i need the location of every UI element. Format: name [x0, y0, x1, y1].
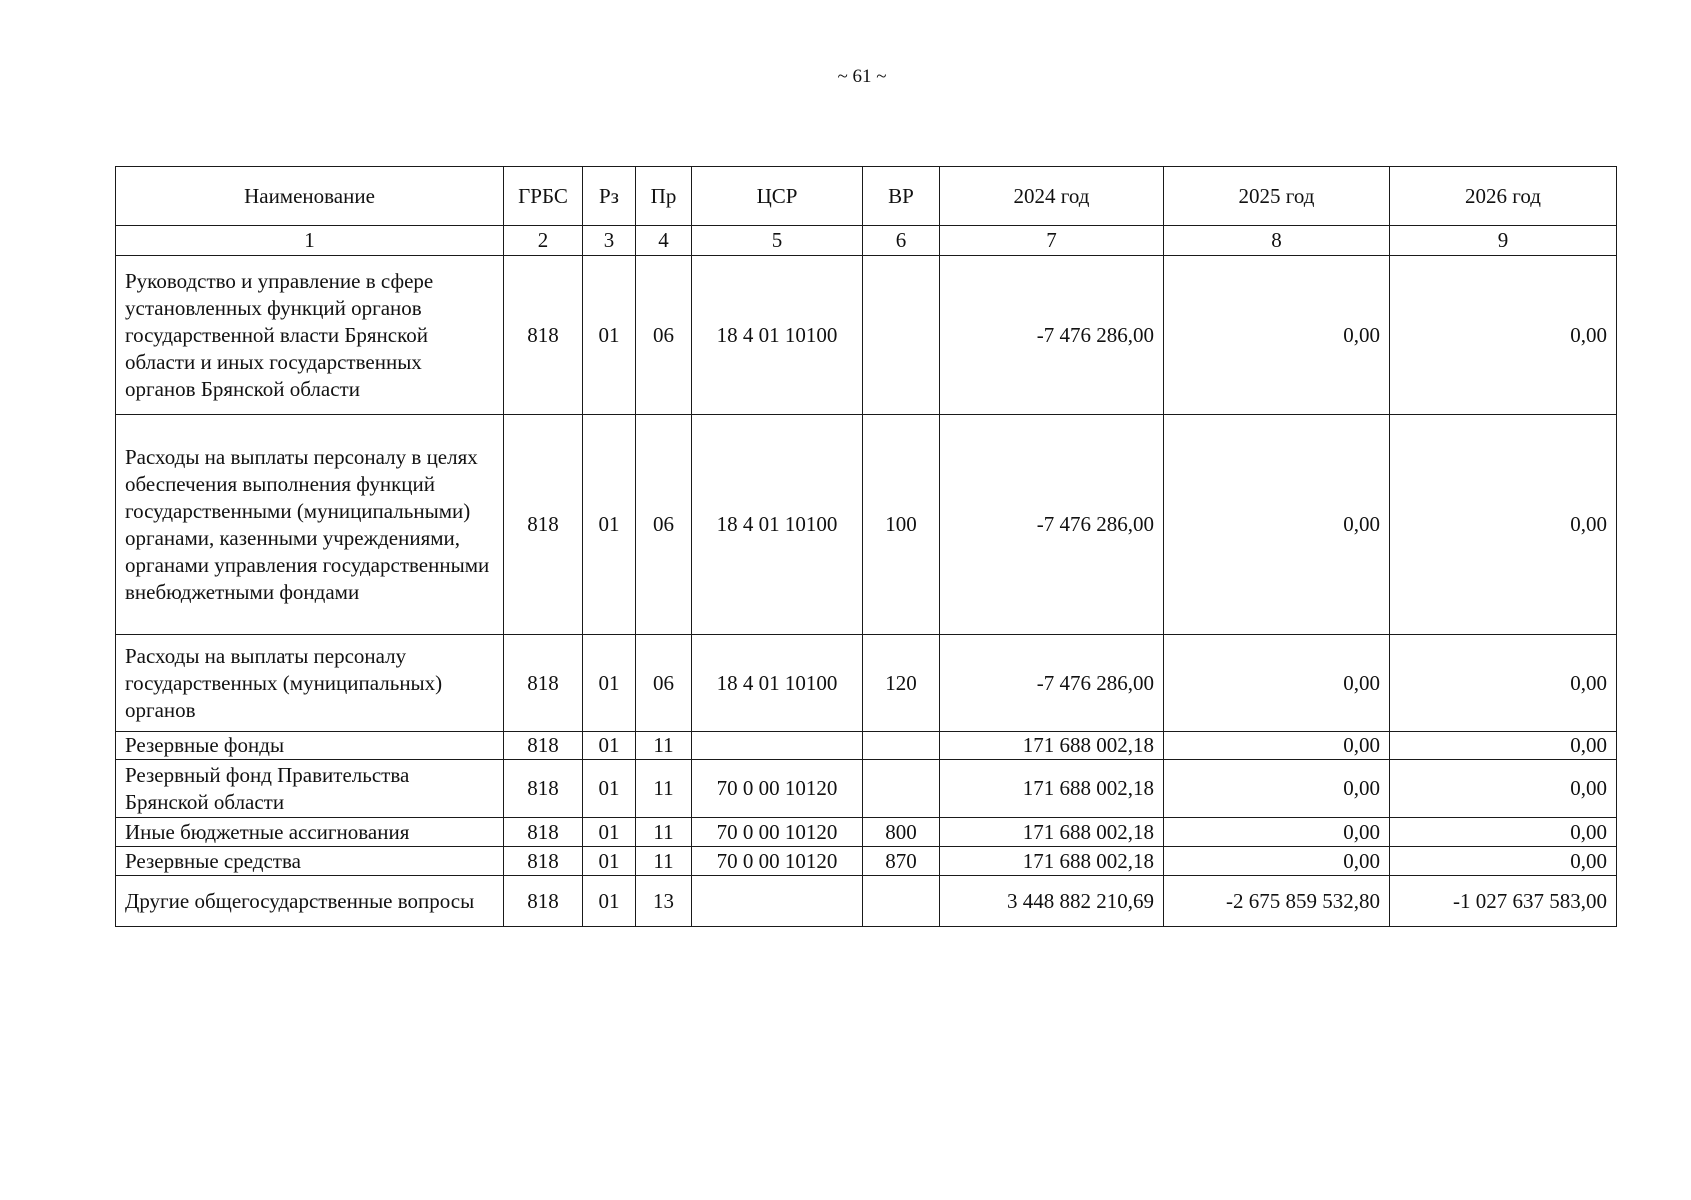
row-amount-2025: -2 675 859 532,80 — [1164, 876, 1390, 927]
row-name: Другие общегосударственные вопросы — [116, 876, 504, 927]
row-amount-2025: 0,00 — [1164, 847, 1390, 876]
row-amount-2024: 3 448 882 210,69 — [940, 876, 1164, 927]
row-amount-2024: -7 476 286,00 — [940, 256, 1164, 415]
column-number: 6 — [863, 226, 940, 256]
row-csr: 18 4 01 10100 — [692, 256, 863, 415]
header-name: Наименование — [116, 167, 504, 226]
row-vr — [863, 760, 940, 818]
row-pr: 06 — [636, 415, 692, 635]
row-name: Резервные фонды — [116, 732, 504, 760]
row-grbs: 818 — [504, 818, 583, 847]
row-rz: 01 — [583, 760, 636, 818]
column-number: 3 — [583, 226, 636, 256]
row-name: Расходы на выплаты персоналу государственных (муниципальных) органов — [116, 635, 504, 732]
table-row — [116, 760, 1617, 818]
column-number: 2 — [504, 226, 583, 256]
row-grbs: 818 — [504, 732, 583, 760]
row-vr — [863, 876, 940, 927]
row-grbs: 818 — [504, 847, 583, 876]
header-2024: 2024 год — [940, 167, 1164, 226]
header-csr: ЦСР — [692, 167, 863, 226]
column-number: 5 — [692, 226, 863, 256]
row-name: Руководство и управление в сфере установленных функций органов государственной власти Брянской области и иных государственных органов Брянской области — [116, 256, 504, 415]
row-amount-2024: 171 688 002,18 — [940, 760, 1164, 818]
column-number: 9 — [1390, 226, 1617, 256]
row-amount-2024: 171 688 002,18 — [940, 847, 1164, 876]
row-amount-2024: 171 688 002,18 — [940, 732, 1164, 760]
row-amount-2026: -1 027 637 583,00 — [1390, 876, 1617, 927]
header-rz: Рз — [583, 167, 636, 226]
row-amount-2026: 0,00 — [1390, 818, 1617, 847]
row-csr: 70 0 00 10120 — [692, 847, 863, 876]
page-number: ~ 61 ~ — [837, 66, 887, 87]
row-name: Расходы на выплаты персоналу в целях обеспечения выполнения функций государственными (муниципальными) органами, казенными учреждениями, органами управления государственными внебюджетными фондами — [116, 415, 504, 635]
row-pr: 06 — [636, 256, 692, 415]
row-amount-2024: 171 688 002,18 — [940, 818, 1164, 847]
row-rz: 01 — [583, 876, 636, 927]
row-rz: 01 — [583, 256, 636, 415]
row-vr: 120 — [863, 635, 940, 732]
row-vr — [863, 732, 940, 760]
budget-table — [115, 166, 1617, 927]
row-amount-2026: 0,00 — [1390, 415, 1617, 635]
row-amount-2024: -7 476 286,00 — [940, 635, 1164, 732]
row-rz: 01 — [583, 818, 636, 847]
table-row — [116, 415, 1617, 635]
table-row — [116, 818, 1617, 847]
row-csr — [692, 732, 863, 760]
row-vr: 100 — [863, 415, 940, 635]
header-pr: Пр — [636, 167, 692, 226]
row-rz: 01 — [583, 732, 636, 760]
row-amount-2025: 0,00 — [1164, 732, 1390, 760]
table-row — [116, 256, 1617, 415]
row-csr: 70 0 00 10120 — [692, 760, 863, 818]
row-amount-2025: 0,00 — [1164, 760, 1390, 818]
row-csr — [692, 876, 863, 927]
row-amount-2026: 0,00 — [1390, 732, 1617, 760]
header-2026: 2026 год — [1390, 167, 1617, 226]
row-amount-2025: 0,00 — [1164, 635, 1390, 732]
row-pr: 11 — [636, 818, 692, 847]
row-rz: 01 — [583, 635, 636, 732]
column-number: 1 — [116, 226, 504, 256]
row-csr: 18 4 01 10100 — [692, 415, 863, 635]
row-amount-2026: 0,00 — [1390, 760, 1617, 818]
row-amount-2025: 0,00 — [1164, 818, 1390, 847]
row-amount-2024: -7 476 286,00 — [940, 415, 1164, 635]
header-grbs: ГРБС — [504, 167, 583, 226]
row-amount-2025: 0,00 — [1164, 256, 1390, 415]
row-grbs: 818 — [504, 256, 583, 415]
row-grbs: 818 — [504, 760, 583, 818]
table-row — [116, 635, 1617, 732]
row-pr: 11 — [636, 732, 692, 760]
row-grbs: 818 — [504, 415, 583, 635]
header-2025: 2025 год — [1164, 167, 1390, 226]
row-amount-2026: 0,00 — [1390, 635, 1617, 732]
row-pr: 13 — [636, 876, 692, 927]
row-csr: 70 0 00 10120 — [692, 818, 863, 847]
row-pr: 11 — [636, 847, 692, 876]
row-vr — [863, 256, 940, 415]
row-pr: 06 — [636, 635, 692, 732]
row-csr: 18 4 01 10100 — [692, 635, 863, 732]
row-pr: 11 — [636, 760, 692, 818]
row-grbs: 818 — [504, 635, 583, 732]
row-rz: 01 — [583, 415, 636, 635]
table-row — [116, 847, 1617, 876]
row-amount-2025: 0,00 — [1164, 415, 1390, 635]
table-row — [116, 732, 1617, 760]
row-name: Резервные средства — [116, 847, 504, 876]
row-vr: 870 — [863, 847, 940, 876]
column-number: 4 — [636, 226, 692, 256]
row-name: Иные бюджетные ассигнования — [116, 818, 504, 847]
row-vr: 800 — [863, 818, 940, 847]
table-row — [116, 876, 1617, 927]
row-rz: 01 — [583, 847, 636, 876]
row-name: Резервный фонд Правительства Брянской области — [116, 760, 504, 818]
column-number-row — [116, 226, 1617, 256]
row-amount-2026: 0,00 — [1390, 256, 1617, 415]
row-grbs: 818 — [504, 876, 583, 927]
column-number: 8 — [1164, 226, 1390, 256]
row-amount-2026: 0,00 — [1390, 847, 1617, 876]
header-vr: ВР — [863, 167, 940, 226]
column-number: 7 — [940, 226, 1164, 256]
table-header-row — [116, 167, 1617, 226]
